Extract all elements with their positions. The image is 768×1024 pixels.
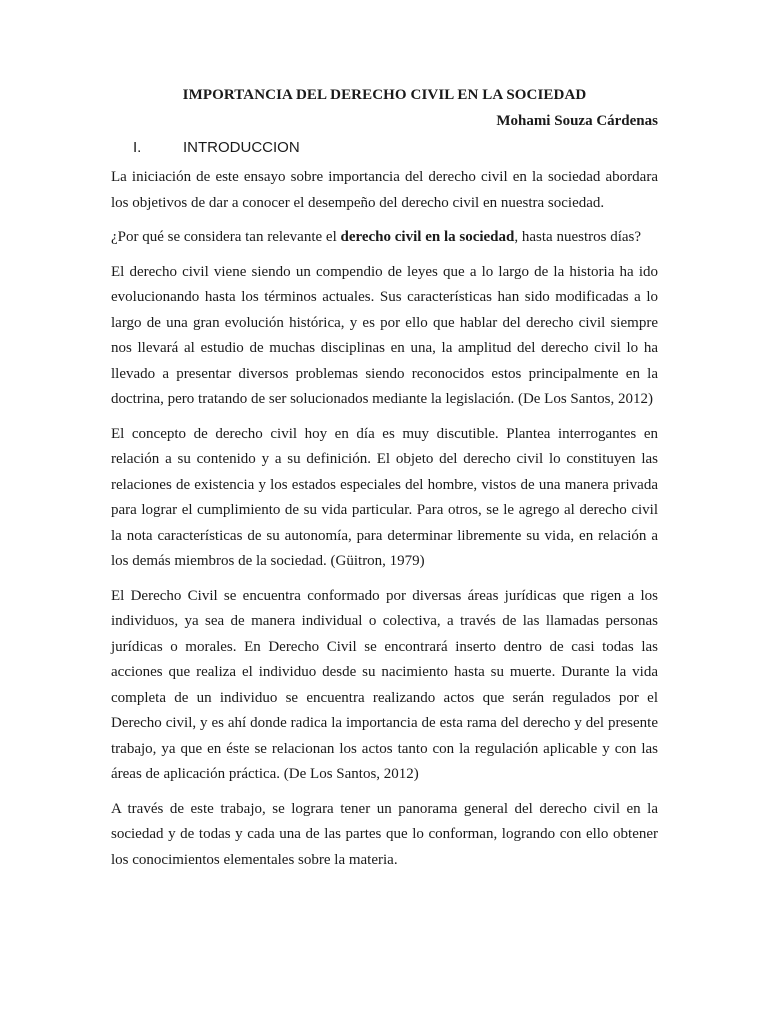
document-body — [111, 82, 658, 882]
paragraph-question — [111, 225, 658, 251]
paragraph-concept: El concepto de derecho civil hoy en día es muy discutible. Plantea interrogantes en relación a su contenido y a su definición. El objeto del derecho civil lo constituyen las relaciones de existencia y los estados especiales del hombre, vistos de una manera privada para lograr el cumplimiento de su vida particular. Para otros, se le agrego al derecho civil la nota características de su autonomía, para determinar libremente su vida, en relación a los demás miembros de la sociedad. (Güitron, 1979) — [111, 425, 658, 569]
section-heading — [111, 134, 658, 161]
paragraph-areas: El Derecho Civil se encuentra conformado por diversas áreas jurídicas que rigen a los individuos, ya sea de manera individual o colectiva, a través de las llamadas personas jurídicas o morales. En Derecho Civil se encontrará inserto dentro de casi todas las acciones que realiza el individuo desde su nacimiento hasta su muerte. Durante la vida completa de un individuo se encuentra realizando actos que serán regulados por el Derecho civil, y es ahí donde radica la importancia de esta rama del derecho y del presente trabajo, ya que en éste se relacionan los actos tanto con la regulación aplicable y con las áreas de aplicación práctica. (De Los Santos, 2012) — [111, 587, 658, 782]
question-text-after: , hasta nuestros días? — [514, 229, 642, 245]
section-number: I. — [133, 139, 142, 156]
paragraph-compendium: El derecho civil viene siendo un compendio de leyes que a lo largo de la historia ha ido evolucionando hasta los términos actuales. Sus características han sido modificadas a lo largo de una gran evolución histórica, y es por ello que hablar del derecho civil siempre nos llevará al estudio de muchas disciplinas en una, la amplitud del derecho civil lo ha llevado a presentar diversos problemas siendo reconocidos estos principalmente en la doctrina, pero tratando de ser solucionados mediante la legislación. (De Los Santos, 2012) — [111, 263, 658, 407]
question-text-before: ¿Por qué se considera tan relevante el — [111, 229, 341, 245]
document-author: Mohami Souza Cárdenas — [496, 113, 658, 129]
document-title: IMPORTANCIA DEL DERECHO CIVIL EN LA SOCIEDAD — [182, 87, 587, 103]
question-text-bold: derecho civil en la sociedad — [340, 229, 515, 245]
paragraph-intro: La iniciación de este ensayo sobre importancia del derecho civil en la sociedad abordara los objetivos de dar a conocer el desempeño del derecho civil en nuestra sociedad. — [111, 169, 658, 211]
section-title: INTRODUCCION — [183, 139, 300, 156]
paragraph-conclusion: A través de este trabajo, se lograra tener un panorama general del derecho civil en la sociedad y de todas y cada una de las partes que lo conforman, logrando con ello obtener los conocimientos elementales sobre la materia. — [111, 800, 658, 868]
